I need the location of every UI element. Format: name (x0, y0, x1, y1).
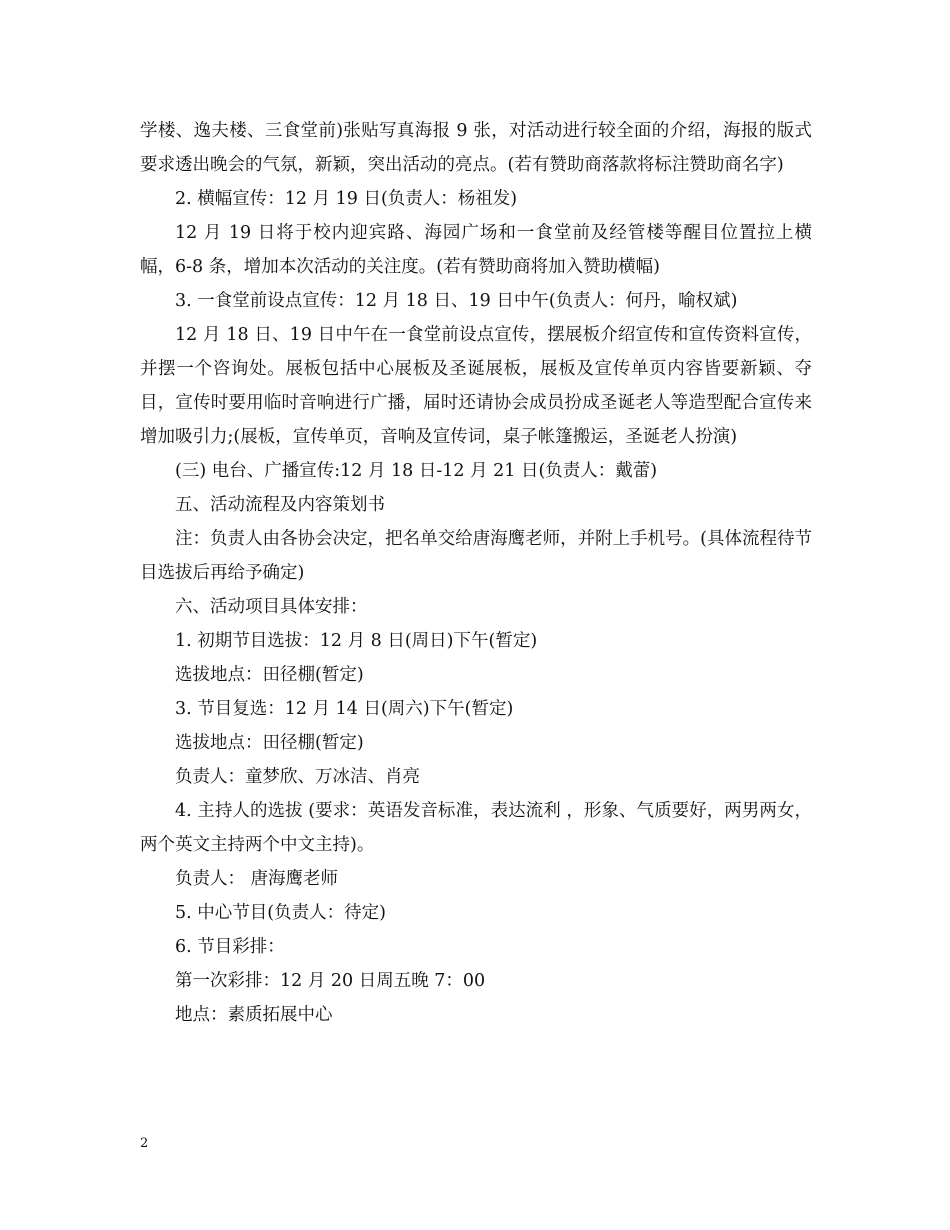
paragraph: 5. 中心节目(负责人：待定) (175, 903, 386, 923)
paragraph: 6. 节目彩排： (175, 937, 285, 957)
paragraph: 地点：素质拓展中心 (175, 1005, 333, 1025)
paragraph: (三) 电台、广播宣传:12 月 18 日-12 月 21 日(负责人：戴蕾) (175, 461, 658, 481)
document-body (140, 114, 812, 1032)
paragraph: 选拔地点：田径棚(暂定) (175, 665, 364, 685)
paragraph: 3. 一食堂前设点宣传：12 月 18 日、19 日中午(负责人：何丹，喻权斌) (175, 291, 738, 311)
paragraph: 12 月 18 日、19 日中午在一食堂前设点宣传，摆展板介绍宣传和宣传资料宣传，并摆一个咨询处。展板包括中心展板及圣诞展板，展板及宣传单页内容皆要新颖、夺目，宣传时要用临时音响进行广播，届时还请协会成员扮成圣诞老人等造型配合宣传来增加吸引力;(展板，宣传单页，音响及宣传词，桌子帐篷搬运，圣诞老人扮演) (140, 325, 812, 447)
paragraph: 1. 初期节目选拔：12 月 8 日(周日)下午(暂定) (175, 631, 538, 651)
paragraph: 2. 横幅宣传：12 月 19 日(负责人：杨祖发) (175, 189, 518, 209)
paragraph: 选拔地点：田径棚(暂定) (175, 733, 364, 753)
paragraph: 第一次彩排：12 月 20 日周五晚 7：00 (175, 971, 486, 991)
paragraph: 学楼、逸夫楼、三食堂前)张贴写真海报 9 张，对活动进行较全面的介绍，海报的版式要求透出晚会的气氛，新颖，突出活动的亮点。(若有赞助商落款将标注赞助商名字) (140, 121, 812, 175)
paragraph: 3. 节目复选：12 月 14 日(周六)下午(暂定) (175, 699, 514, 719)
section-heading: 六、活动项目具体安排： (175, 597, 368, 617)
paragraph: 注：负责人由各协会决定，把名单交给唐海鹰老师，并附上手机号。(具体流程待节目选拔后再给予确定) (140, 529, 812, 583)
section-heading: 五、活动流程及内容策划书 (175, 495, 385, 515)
paragraph: 4. 主持人的选拔 (要求：英语发音标准，表达流利 ，形象、气质要好，两男两女，两个英文主持两个中文主持)。 (140, 801, 812, 855)
paragraph: 负责人：童梦欣、万冰洁、肖亮 (175, 767, 420, 787)
paragraph: 12 月 19 日将于校内迎宾路、海园广场和一食堂前及经管楼等醒目位置拉上横幅，6-8 条，增加本次活动的关注度。(若有赞助商将加入赞助横幅) (140, 223, 812, 277)
paragraph: 负责人： 唐海鹰老师 (175, 869, 339, 889)
page-number: 2 (140, 1136, 149, 1151)
